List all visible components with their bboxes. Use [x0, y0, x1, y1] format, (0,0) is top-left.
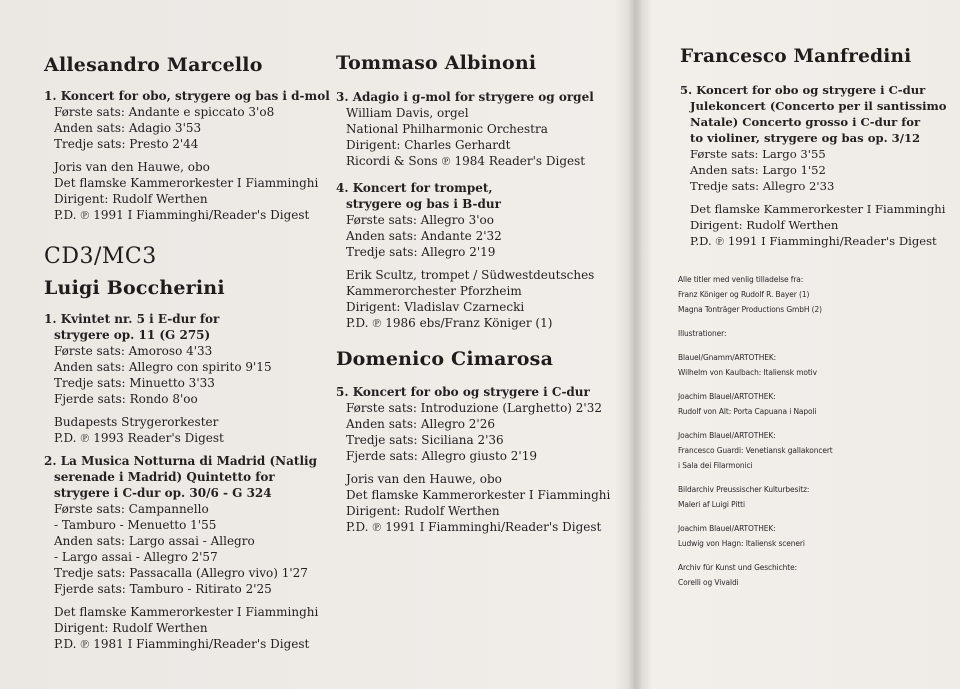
illustration-caption: Francesco Guardi: Venetiansk gallakoncert	[678, 445, 833, 455]
piece-cimarosa-5	[336, 384, 610, 535]
credit-line: Dirigent: Charles Gerhardt	[346, 138, 511, 152]
movement-line: Første sats: Largo 3'55	[690, 147, 826, 161]
illustration-source: Archiv für Kunst und Geschichte:	[678, 562, 798, 572]
movement-line: - Largo assai - Allegro 2'57	[54, 550, 218, 564]
credit-line: Dirigent: Rudolf Werthen	[54, 621, 208, 635]
credit-line: Budapests Strygerorkester	[54, 415, 219, 429]
credit-line: P.D. ℗ 1991 I Fiamminghi/Reader's Digest	[346, 520, 602, 534]
movement-line: Første sats: Allegro 3'oo	[346, 213, 494, 227]
movement-line: Anden sats: Largo 1'52	[690, 163, 826, 177]
illustration-source: Joachim Blauel/ARTOTHEK:	[678, 430, 776, 440]
credit-line: Joris van den Hauwe, obo	[54, 160, 210, 174]
illustration-caption: Maleri af Luigi Pitti	[678, 499, 745, 509]
movement-line: Tredje sats: Passacalla (Allegro vivo) 1'27	[54, 566, 308, 580]
piece-title: serenade i Madrid) Quintetto for	[54, 470, 275, 484]
credit-line: Ricordi & Sons ℗ 1984 Reader's Digest	[346, 154, 586, 168]
credit-line: Joris van den Hauwe, obo	[346, 472, 502, 486]
piece-albinoni-3	[336, 89, 594, 169]
piece-title: Natale) Concerto grosso i C-dur for	[690, 115, 921, 129]
movement-line: Tredje sats: Allegro 2'33	[690, 179, 835, 193]
piece-boccherini-1	[44, 311, 272, 446]
piece-title: to violiner, strygere og bas op. 3/12	[690, 131, 921, 145]
permission-line: Franz Königer og Rudolf R. Bayer (1)	[678, 289, 810, 299]
movement-line: Tredje sats: Presto 2'44	[54, 137, 199, 151]
movement-line: Første sats: Andante e spiccato 3'o8	[54, 105, 275, 119]
piece-title: strygere op. 11 (G 275)	[54, 328, 211, 342]
movement-line: Anden sats: Allegro 2'26	[346, 417, 495, 431]
illustration-source: Blauel/Gnamm/ARTOTHEK:	[678, 352, 777, 362]
movement-line: Tredje sats: Minuetto 3'33	[54, 376, 215, 390]
composer-manfredini: Francesco Manfredini	[680, 46, 912, 67]
movement-line: Tredje sats: Allegro 2'19	[346, 245, 496, 259]
piece-title: 1. Koncert for obo, strygere og bas i d-mol	[44, 89, 330, 103]
credit-line: National Philharmonic Orchestra	[346, 122, 548, 136]
piece-title: 5. Koncert for obo og strygere i C-dur	[336, 385, 590, 399]
permission-line: Alle titler med venlig tilladelse fra:	[678, 274, 804, 284]
illustration-caption: Ludwig von Hagn: Italiensk sceneri	[678, 538, 805, 548]
credit-line: William Davis, orgel	[346, 106, 469, 120]
credit-line: Dirigent: Rudolf Werthen	[690, 218, 839, 232]
piece-title: 4. Koncert for trompet,	[336, 181, 493, 195]
piece-title: 1. Kvintet nr. 5 i E-dur for	[44, 312, 220, 326]
movement-line: Første sats: Campannello	[54, 502, 209, 516]
movement-line: Første sats: Amoroso 4'33	[54, 344, 213, 358]
credit-line: Kammerorchester Pforzheim	[346, 284, 522, 298]
illustration-caption: Corelli og Vivaldi	[678, 577, 739, 587]
credit-line: P.D. ℗ 1986 ebs/Franz Königer (1)	[346, 316, 553, 330]
piece-title: 5. Koncert for obo og strygere i C-dur	[680, 83, 926, 97]
piece-title: 3. Adagio i g-mol for strygere og orgel	[336, 90, 594, 104]
piece-title: Julekoncert (Concerto per il santissimo	[690, 99, 947, 113]
credit-line: P.D. ℗ 1991 I Fiamminghi/Reader's Digest	[54, 208, 310, 222]
movement-line: Anden sats: Adagio 3'53	[54, 121, 202, 135]
piece-title: strygere i C-dur op. 30/6 - G 324	[54, 486, 272, 500]
illustration-source: Joachim Blauel/ARTOTHEK:	[678, 391, 776, 401]
movement-line: Anden sats: Largo assai - Allegro	[54, 534, 255, 548]
credit-line: P.D. ℗ 1993 Reader's Digest	[54, 431, 224, 445]
piece-albinoni-4	[336, 180, 594, 331]
piece-marcello	[44, 88, 330, 223]
piece-manfredini	[680, 82, 947, 249]
piece-title: 2. La Musica Notturna di Madrid (Natlig	[44, 454, 317, 468]
cd-heading: CD3/MC3	[44, 244, 157, 269]
page-fold	[628, 0, 642, 689]
piece-boccherini-2	[44, 453, 318, 652]
credit-line: Dirigent: Rudolf Werthen	[54, 192, 208, 206]
movement-line: Anden sats: Allegro con spirito 9'15	[54, 360, 272, 374]
credit-line: Erik Scultz, trompet / Südwestdeutsches	[346, 268, 595, 282]
movement-line: Første sats: Introduzione (Larghetto) 2'32	[346, 401, 602, 415]
illustration-source: Joachim Blauel/ARTOTHEK:	[678, 523, 776, 533]
permissions-block	[678, 272, 946, 590]
permission-line: Magna Tonträger Productions GmbH (2)	[678, 304, 822, 314]
illustration-source: Bildarchiv Preussischer Kulturbesitz:	[678, 484, 810, 494]
credit-line: Det flamske Kammerorkester I Fiamminghi	[346, 488, 611, 502]
movement-line: Fjerde sats: Rondo 8'oo	[54, 392, 198, 406]
illustrations-heading: Illustrationer:	[678, 328, 727, 338]
credit-line: P.D. ℗ 1981 I Fiamminghi/Reader's Digest	[54, 637, 310, 651]
illustration-caption: i Sala dei Filarmonici	[678, 460, 753, 470]
credit-line: Dirigent: Vladislav Czarnecki	[346, 300, 525, 314]
movement-line: - Tamburo - Menuetto 1'55	[54, 518, 217, 532]
movement-line: Anden sats: Andante 2'32	[346, 229, 502, 243]
movement-line: Fjerde sats: Allegro giusto 2'19	[346, 449, 538, 463]
piece-title: strygere og bas i B-dur	[346, 197, 501, 211]
credit-line: P.D. ℗ 1991 I Fiamminghi/Reader's Digest	[690, 234, 937, 248]
movement-line: Fjerde sats: Tamburo - Ritirato 2'25	[54, 582, 272, 596]
movement-line: Tredje sats: Siciliana 2'36	[346, 433, 504, 447]
credit-line: Det flamske Kammerorkester I Fiamminghi	[54, 176, 319, 190]
illustration-caption: Wilhelm von Kaulbach: Italiensk motiv	[678, 367, 817, 377]
credit-line: Det flamske Kammerorkester I Fiamminghi	[690, 202, 946, 216]
illustration-caption: Rudolf von Alt: Porta Capuana i Napoli	[678, 406, 817, 416]
composer-albinoni: Tommaso Albinoni	[336, 52, 537, 74]
credit-line: Dirigent: Rudolf Werthen	[346, 504, 500, 518]
composer-cimarosa: Domenico Cimarosa	[336, 348, 554, 370]
credit-line: Det flamske Kammerorkester I Fiamminghi	[54, 605, 319, 619]
composer-boccherini: Luigi Boccherini	[44, 277, 225, 299]
composer-marcello: Allesandro Marcello	[44, 54, 263, 76]
